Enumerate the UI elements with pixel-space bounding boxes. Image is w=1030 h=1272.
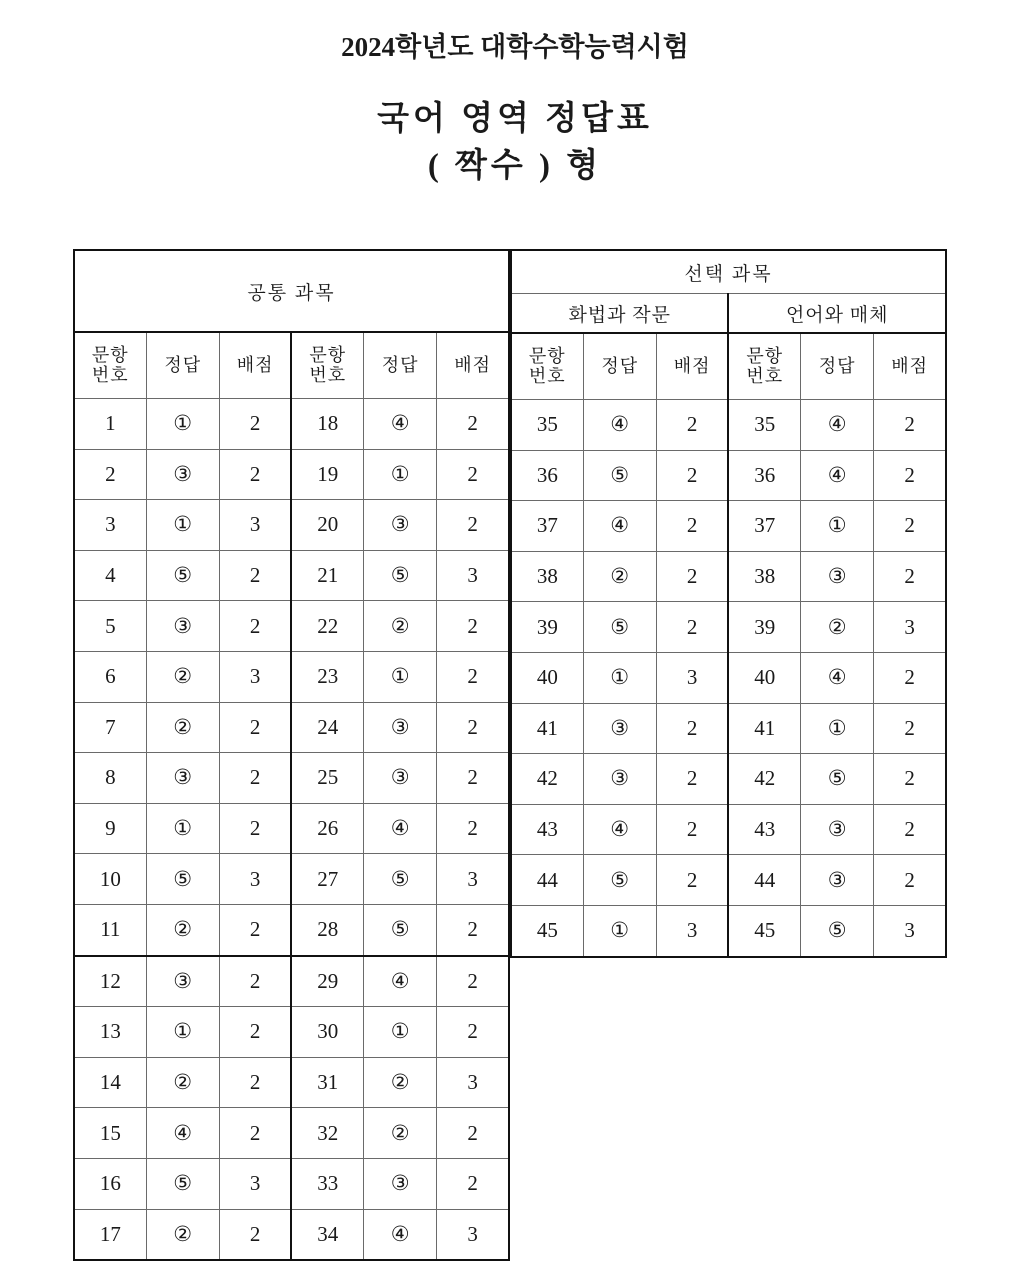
table-row — [511, 905, 946, 956]
table-row — [74, 449, 509, 500]
common-subject-table — [73, 249, 510, 1261]
cell-points: 2 — [656, 501, 728, 552]
cell-points: 2 — [874, 551, 946, 602]
cell-question-no: 16 — [74, 1158, 146, 1209]
cell-points: 2 — [874, 450, 946, 501]
cell-points: 2 — [437, 956, 509, 1007]
cell-points: 2 — [656, 804, 728, 855]
cell-answer: ① — [364, 1007, 437, 1058]
cell-points: 2 — [656, 754, 728, 805]
cell-points: 2 — [437, 1108, 509, 1159]
cell-question-no: 34 — [291, 1209, 363, 1260]
cell-points: 2 — [656, 855, 728, 906]
cell-answer: ⑤ — [146, 1158, 219, 1209]
col-header-points-3: 배점 — [656, 333, 728, 400]
cell-question-no: 5 — [74, 601, 146, 652]
table-row — [74, 702, 509, 753]
cell-points: 3 — [656, 652, 728, 703]
table-row — [511, 602, 946, 653]
cell-points: 2 — [219, 1108, 291, 1159]
cell-question-no: 33 — [291, 1158, 363, 1209]
cell-points: 3 — [437, 550, 509, 601]
cell-answer: ③ — [583, 754, 656, 805]
cell-question-no: 43 — [511, 804, 583, 855]
col-header-points: 배점 — [219, 332, 291, 399]
cell-points: 2 — [219, 601, 291, 652]
cell-points: 2 — [219, 449, 291, 500]
cell-answer: ④ — [801, 450, 874, 501]
table-row — [74, 601, 509, 652]
cell-points: 3 — [656, 905, 728, 956]
group-header-elective: 선택 과목 — [511, 250, 946, 294]
col-header-points-2: 배점 — [437, 332, 509, 399]
table-row — [74, 1057, 509, 1108]
cell-points: 2 — [437, 753, 509, 804]
cell-question-no: 15 — [74, 1108, 146, 1159]
cell-question-no: 35 — [511, 400, 583, 451]
cell-question-no: 13 — [74, 1007, 146, 1058]
cell-question-no: 30 — [291, 1007, 363, 1058]
cell-points: 3 — [219, 1158, 291, 1209]
cell-question-no: 23 — [291, 651, 363, 702]
table-row — [74, 956, 509, 1007]
cell-answer: ① — [801, 703, 874, 754]
subject-header-language-media: 언어와 매체 — [728, 294, 946, 334]
cell-question-no: 1 — [74, 399, 146, 450]
cell-points: 2 — [656, 703, 728, 754]
cell-question-no: 17 — [74, 1209, 146, 1260]
cell-points: 3 — [437, 1057, 509, 1108]
cell-question-no: 45 — [511, 905, 583, 956]
cell-answer: ③ — [364, 702, 437, 753]
common-column-header-row — [74, 332, 509, 399]
cell-points: 2 — [437, 651, 509, 702]
cell-answer: ⑤ — [583, 855, 656, 906]
cell-answer: ③ — [801, 855, 874, 906]
col-header-question-line2: 번호 — [91, 364, 129, 385]
cell-answer: ④ — [364, 956, 437, 1007]
cell-answer: ② — [146, 1057, 219, 1108]
table-row — [74, 1007, 509, 1058]
cell-points: 2 — [437, 904, 509, 955]
cell-points: 3 — [874, 905, 946, 956]
cell-answer: ⑤ — [364, 550, 437, 601]
cell-answer: ⑤ — [801, 905, 874, 956]
cell-question-no: 3 — [74, 500, 146, 551]
group-header-common: 공통 과목 — [74, 250, 509, 332]
table-row — [511, 855, 946, 906]
elective-group-header-row — [511, 250, 946, 294]
cell-answer: ⑤ — [583, 602, 656, 653]
form-type-title: ( 짝수 ) 형 — [427, 147, 603, 184]
cell-answer: ④ — [801, 400, 874, 451]
cell-points: 2 — [437, 449, 509, 500]
cell-answer: ④ — [364, 399, 437, 450]
cell-points: 2 — [656, 551, 728, 602]
cell-answer: ③ — [146, 449, 219, 500]
cell-question-no: 38 — [511, 551, 583, 602]
cell-points: 2 — [219, 904, 291, 955]
cell-question-no: 40 — [511, 652, 583, 703]
elective-table-body — [511, 400, 946, 957]
cell-points: 3 — [874, 602, 946, 653]
title-block — [0, 32, 1030, 188]
table-row — [511, 652, 946, 703]
col-header-question-line1: 문항 — [309, 344, 347, 365]
cell-question-no: 44 — [728, 855, 800, 906]
cell-question-no: 24 — [291, 702, 363, 753]
col-header-question-no-3 — [511, 333, 583, 400]
cell-points: 3 — [437, 1209, 509, 1260]
table-row — [511, 501, 946, 552]
cell-question-no: 38 — [728, 551, 800, 602]
table-row — [74, 753, 509, 804]
table-row — [511, 450, 946, 501]
cell-answer: ④ — [146, 1108, 219, 1159]
common-table-body — [74, 399, 509, 1261]
cell-answer: ④ — [364, 803, 437, 854]
cell-answer: ⑤ — [364, 854, 437, 905]
cell-question-no: 36 — [728, 450, 800, 501]
cell-answer: ① — [146, 500, 219, 551]
table-row — [74, 1158, 509, 1209]
cell-answer: ③ — [801, 551, 874, 602]
elective-subject-header-row — [511, 294, 946, 334]
table-row — [74, 500, 509, 551]
cell-answer: ④ — [364, 1209, 437, 1260]
cell-question-no: 45 — [728, 905, 800, 956]
cell-points: 2 — [874, 501, 946, 552]
cell-question-no: 10 — [74, 854, 146, 905]
col-header-answer: 정답 — [146, 332, 219, 399]
table-row — [511, 400, 946, 451]
cell-points: 2 — [219, 956, 291, 1007]
cell-question-no: 11 — [74, 904, 146, 955]
cell-points: 3 — [219, 651, 291, 702]
cell-question-no: 18 — [291, 399, 363, 450]
table-row — [74, 399, 509, 450]
table-row — [511, 703, 946, 754]
cell-question-no: 8 — [74, 753, 146, 804]
cell-answer: ④ — [583, 501, 656, 552]
cell-points: 2 — [874, 804, 946, 855]
cell-question-no: 39 — [511, 602, 583, 653]
cell-answer: ① — [583, 652, 656, 703]
col-header-question-line1: 문항 — [746, 345, 784, 366]
cell-answer: ① — [146, 399, 219, 450]
table-row — [511, 551, 946, 602]
cell-answer: ② — [364, 1108, 437, 1159]
cell-question-no: 2 — [74, 449, 146, 500]
cell-question-no: 26 — [291, 803, 363, 854]
cell-answer: ⑤ — [583, 450, 656, 501]
cell-answer: ② — [146, 1209, 219, 1260]
cell-answer: ④ — [801, 652, 874, 703]
table-row — [74, 550, 509, 601]
common-group-header-row — [74, 250, 509, 332]
cell-points: 2 — [874, 652, 946, 703]
cell-answer: ④ — [583, 804, 656, 855]
table-row — [74, 1108, 509, 1159]
cell-answer: ④ — [583, 400, 656, 451]
cell-answer: ③ — [146, 956, 219, 1007]
cell-question-no: 31 — [291, 1057, 363, 1108]
table-row — [74, 1209, 509, 1260]
cell-answer: ⑤ — [146, 854, 219, 905]
col-header-question-line2: 번호 — [309, 364, 347, 385]
cell-points: 2 — [437, 1007, 509, 1058]
cell-question-no: 19 — [291, 449, 363, 500]
cell-answer: ② — [146, 702, 219, 753]
cell-question-no: 14 — [74, 1057, 146, 1108]
cell-question-no: 41 — [511, 703, 583, 754]
cell-question-no: 37 — [511, 501, 583, 552]
cell-answer: ② — [364, 601, 437, 652]
cell-question-no: 9 — [74, 803, 146, 854]
cell-points: 2 — [437, 601, 509, 652]
cell-answer: ① — [364, 651, 437, 702]
cell-points: 2 — [219, 550, 291, 601]
cell-points: 2 — [656, 602, 728, 653]
cell-answer: ① — [583, 905, 656, 956]
common-table-head — [74, 250, 509, 399]
cell-question-no: 27 — [291, 854, 363, 905]
cell-question-no: 21 — [291, 550, 363, 601]
cell-question-no: 12 — [74, 956, 146, 1007]
cell-question-no: 44 — [511, 855, 583, 906]
cell-points: 2 — [219, 803, 291, 854]
cell-question-no: 6 — [74, 651, 146, 702]
cell-question-no: 28 — [291, 904, 363, 955]
col-header-question-line1: 문항 — [91, 344, 129, 365]
col-header-question-line2: 번호 — [746, 365, 784, 386]
cell-answer: ③ — [146, 753, 219, 804]
cell-answer: ③ — [364, 753, 437, 804]
cell-question-no: 32 — [291, 1108, 363, 1159]
elective-table-head — [511, 250, 946, 400]
cell-question-no: 7 — [74, 702, 146, 753]
cell-answer: ⑤ — [146, 550, 219, 601]
cell-points: 2 — [437, 702, 509, 753]
cell-points: 2 — [874, 754, 946, 805]
cell-points: 2 — [219, 399, 291, 450]
cell-answer: ③ — [801, 804, 874, 855]
cell-points: 2 — [437, 803, 509, 854]
cell-points: 2 — [437, 1158, 509, 1209]
page-title: 국어 영역 정답표 — [377, 101, 653, 138]
cell-answer: ① — [146, 803, 219, 854]
col-header-question-line1: 문항 — [528, 345, 566, 366]
table-row — [74, 904, 509, 955]
cell-points: 2 — [656, 450, 728, 501]
col-header-question-no-4 — [728, 333, 800, 400]
cell-question-no: 41 — [728, 703, 800, 754]
exam-year-title: 2024학년도 대학수학능력시험 — [341, 32, 689, 62]
cell-points: 2 — [874, 855, 946, 906]
cell-answer: ② — [801, 602, 874, 653]
table-row — [74, 803, 509, 854]
cell-question-no: 22 — [291, 601, 363, 652]
cell-question-no: 42 — [728, 754, 800, 805]
elective-subject-table — [510, 249, 947, 958]
col-header-question-no-2 — [291, 332, 363, 399]
cell-answer: ② — [364, 1057, 437, 1108]
cell-question-no: 29 — [291, 956, 363, 1007]
cell-answer: ① — [146, 1007, 219, 1058]
cell-question-no: 42 — [511, 754, 583, 805]
col-header-points-4: 배점 — [874, 333, 946, 400]
col-header-answer-2: 정답 — [364, 332, 437, 399]
col-header-answer-3: 정답 — [583, 333, 656, 400]
cell-answer: ② — [146, 651, 219, 702]
elective-column-header-row — [511, 333, 946, 400]
cell-points: 2 — [219, 753, 291, 804]
cell-points: 2 — [874, 400, 946, 451]
table-row — [511, 754, 946, 805]
cell-points: 3 — [219, 854, 291, 905]
cell-answer: ② — [583, 551, 656, 602]
cell-question-no: 37 — [728, 501, 800, 552]
cell-points: 2 — [437, 399, 509, 450]
cell-answer: ⑤ — [801, 754, 874, 805]
cell-question-no: 25 — [291, 753, 363, 804]
cell-points: 3 — [437, 854, 509, 905]
col-header-answer-4: 정답 — [801, 333, 874, 400]
cell-points: 2 — [219, 702, 291, 753]
cell-answer: ② — [146, 904, 219, 955]
cell-question-no: 40 — [728, 652, 800, 703]
cell-answer: ③ — [364, 500, 437, 551]
col-header-question-no — [74, 332, 146, 399]
cell-points: 2 — [219, 1007, 291, 1058]
cell-points: 2 — [656, 400, 728, 451]
cell-answer: ① — [801, 501, 874, 552]
cell-points: 2 — [437, 500, 509, 551]
cell-answer: ① — [364, 449, 437, 500]
cell-answer: ③ — [146, 601, 219, 652]
cell-question-no: 39 — [728, 602, 800, 653]
col-header-question-line2: 번호 — [528, 365, 566, 386]
cell-points: 3 — [219, 500, 291, 551]
table-row — [74, 854, 509, 905]
cell-question-no: 4 — [74, 550, 146, 601]
cell-answer: ⑤ — [364, 904, 437, 955]
cell-points: 2 — [219, 1057, 291, 1108]
cell-question-no: 43 — [728, 804, 800, 855]
table-row — [511, 804, 946, 855]
cell-answer: ③ — [583, 703, 656, 754]
cell-points: 2 — [874, 703, 946, 754]
cell-question-no: 20 — [291, 500, 363, 551]
cell-answer: ③ — [364, 1158, 437, 1209]
table-row — [74, 651, 509, 702]
cell-question-no: 35 — [728, 400, 800, 451]
subject-header-speech-writing: 화법과 작문 — [511, 294, 728, 334]
cell-question-no: 36 — [511, 450, 583, 501]
cell-points: 2 — [219, 1209, 291, 1260]
